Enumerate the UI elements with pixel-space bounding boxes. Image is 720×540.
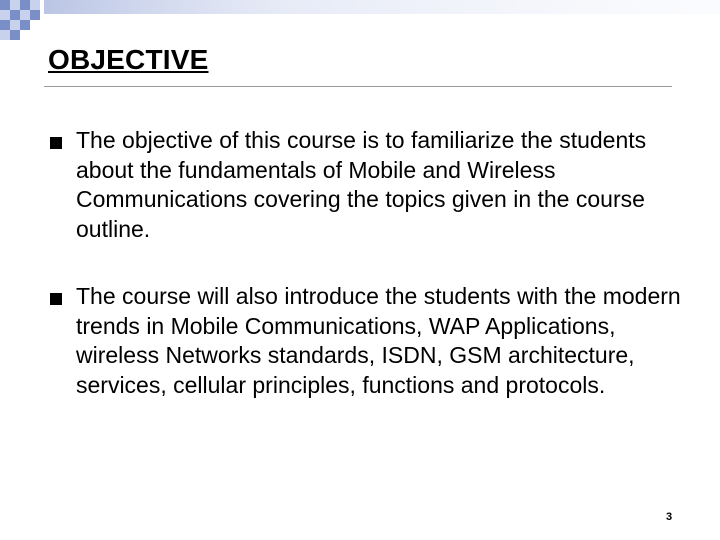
square-bullet-icon: [50, 137, 62, 149]
title-divider: [44, 86, 672, 87]
square-bullet-icon: [50, 293, 62, 305]
bullet-list: [48, 126, 688, 400]
page-number: 3: [666, 511, 673, 523]
bullet-text: The objective of this course is to familiarize the students about the fundamentals of Mobile and Wireless Communications covering the topics given in the course outline.: [76, 127, 647, 242]
bullet-item: [48, 126, 688, 244]
bullet-item: [48, 282, 688, 400]
slide-title: OBJECTIVE: [48, 44, 209, 75]
bullet-text: The course will also introduce the students with the modern trends in Mobile Communications, WAP Applications, wireless Networks standards, ISDN, GSM architecture, services, cellular principles, functions and protocols.: [76, 283, 681, 398]
